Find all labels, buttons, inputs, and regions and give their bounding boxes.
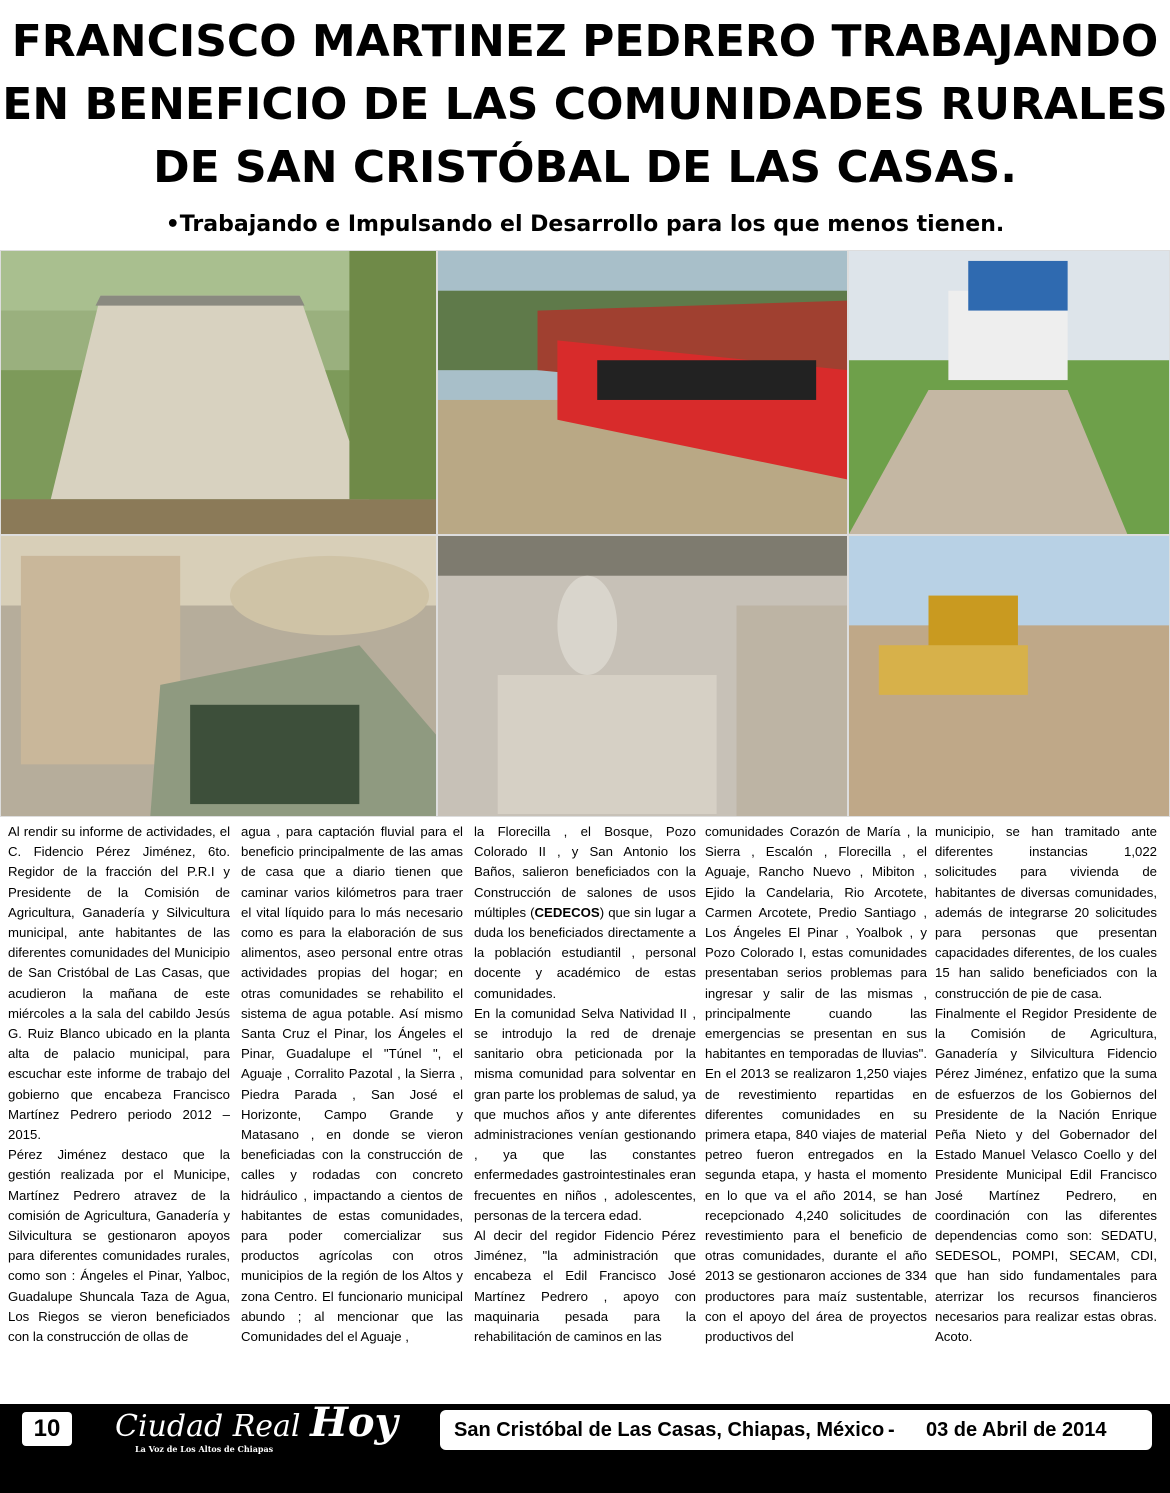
article-column-5: [935, 822, 1157, 1392]
footer-bar: [0, 1399, 1170, 1493]
cedecos-bold: CEDECOS: [534, 904, 600, 920]
article-column-1: [8, 822, 230, 1392]
headline-line-1: FRANCISCO MARTINEZ PEDRERO TRABAJANDO: [11, 16, 1159, 67]
column-3-paragraph-3: Al decir del regidor Fidencio Pérez Jiménez, "la administración que encabeza el Edil Francisco José Martínez Pedrero , apoyo con maquinaria pesada para la rehabilitación de caminos en las: [474, 1228, 696, 1345]
column-3-paragraph-2: En la comunidad Selva Natividad II , se introdujo la red de drenaje sanitario obra peticionada por la misma comunidad para solventar en gran parte los problemas de salud, ya que muchos años y ante diferentes administraciones venían gestionando , ya que las constantes enfermedades gastrointestinales eran frecuentes en niños , adolescentes, personas de la tercera edad.: [474, 1005, 696, 1223]
dateline-separator: -: [888, 1419, 895, 1441]
column-1-paragraph-2: Pérez Jiménez destaco que la gestión realizada por el Municipe, Martínez Pedrero atravez de la comisión de Agricultura, Ganadería y Silvicultura se gestionaron apoyos para diferentes comunidades rurales, como son : Ángeles el Pinar, Yalboc, Guadalupe Shuncala Taza de Agua, Los Riegos se vieron beneficiados con la construcción de ollas de: [8, 1147, 230, 1345]
article-column-2: [241, 822, 463, 1392]
concrete-water-tank-photo: [0, 535, 437, 817]
column-3-paragraph-1: [474, 822, 696, 1004]
dump-truck-road-photo: [848, 250, 1170, 535]
newspaper-logo: [115, 1399, 398, 1446]
logo-hoy: Hoy: [310, 1399, 398, 1446]
column-3-text-a: la Florecilla , el Bosque, Pozo Colorado II , y San Antonio los Baños, salieron beneficiados con la Construcción de salones de usos múltiples (: [474, 824, 696, 920]
logo-text: Ciudad Real: [115, 1409, 301, 1444]
column-3-text-b: ) que sin lugar a duda los beneficiados directamente a la población estudiantil , personal docente y académico de estas comunidades.: [474, 904, 696, 1001]
headline-line-2: EN BENEFICIO DE LAS COMUNIDADES RURALES: [2, 79, 1168, 130]
dateline-place: San Cristóbal de Las Casas, Chiapas, México: [454, 1419, 885, 1441]
page-number: 10: [22, 1412, 72, 1446]
dateline-box: [440, 1410, 1152, 1450]
column-4-paragraph-1: comunidades Corazón de María , la Sierra , Escalón , Florecilla , el Aguaje, Rancho Nuevo , Mibiton , Ejido la Candelaria, Rio Arcotete, Carmen Arcotete, Predio Santiago , Los Ángeles El Pinar , Yoalbok , y Pozo Colorado I, estas comunidades presentaban serios problemas para ingresar y salir de las mismas , principalmente cuando las emergencias se presentan en sus habitantes en temporadas de lluvias". En el 2013 se realizaron 1,250 viajes de revestimiento repartidas en diferentes comunidades en su primera etapa, 840 viajes de material petreo fueron entregados en la segunda etapa, y hasta el momento en lo que va el año 2014, se han recepcionado 4,240 solicitudes de revestimiento para el beneficio de otras comunidades, durante el año 2013 se gestionaron acciones de 334 productores para maíz sustentable, con el apoyo del área de proyectos productivos del: [705, 824, 927, 1345]
subheadline: •Trabajando e Impulsando el Desarrollo para los que menos tienen.: [165, 212, 1005, 237]
stone-water-tank-photo: [0, 250, 437, 535]
dateline-date: 03 de Abril de 2014: [926, 1419, 1107, 1441]
column-5-paragraph-1: municipio, se han tramitado ante diferentes instancias 1,022 solicitudes para vivienda de habitantes de diversas comunidades, además de integrarse 20 solicitudes para personas que presentan capacidades diferentes, de los cuales 15 han salido beneficiados con la construcción de pie de casa.: [935, 824, 1157, 1001]
column-2-paragraph-1: agua , para captación fluvial para el beneficio principalmente de las amas de casa que a diario tienen que caminar varios kilómetros para traer el vital líquido para lo más necesario como es para la elaboración de sus alimentos, aseo personal entre otras actividades propias del hogar; en otras comunidades se rehabilito el sistema de agua potable. Así mismo Santa Cruz el Pinar, los Ángeles el Pinar, Guadalupe el "Túnel ", el Aguaje , Corralito Pazotal , la Sierra , Piedra Parada , San José el Horizonte, Campo Grande y Matasano , en donde se vieron beneficiadas con la construcción de calles y rodadas con concreto hidráulico , impactando a cientos de habitantes de estas comunidades, para poder comercializar sus productos agrícolas con otros municipios de la región de los Altos y zona Centro. El funcionario municipal abundo ; al mencionar que las Comunidades del el Aguaje ,: [241, 824, 463, 1345]
bulldozer-photo: [848, 535, 1170, 817]
article-column-3: [474, 822, 696, 1392]
logo-tagline: La Voz de Los Altos de Chiapas: [135, 1444, 274, 1454]
red-building-construction-photo: [437, 250, 848, 535]
article-column-4: [705, 822, 927, 1392]
headline-line-3: DE SAN CRISTÓBAL DE LAS CASAS.: [153, 142, 1017, 193]
column-1-paragraph-1: Al rendir su informe de actividades, el C. Fidencio Pérez Jiménez, 6to. Regidor de la fracción del P.R.I y Presidente de la Comisión de Agricultura, Ganadería y Silvicultura municipal, ante habitantes de las diferentes comunidades del Municipio de San Cristóbal de Las Casas, que acudieron la mañana de este miércoles a la sala del cabildo Jesús G. Ruiz Blanco ubicado en la planta alta de palacio municipal, para escuchar este informe de trabajo del gobierno que encabeza Francisco Martínez Pedrero periodo 2012 – 2015.: [8, 824, 230, 1143]
headline: [0, 10, 1170, 199]
column-5-paragraph-2: Finalmente el Regidor Presidente de la Comisión de Agricultura, Ganadería y Silvicultura Fidencio Pérez Jiménez, enfatizo que la suma de esfuerzos de los Gobiernos del Presidente de la Nación Enrique Peña Nieto y del Gobernador del Estado Manuel Velasco Coello y del Presidente Municipal Edil Francisco José Martínez Pedrero, en coordinación con las diferentes dependencias como son: SEDATU, SEDESOL, POMPI, SECAM, CDI, que han sido fundamentales para aterrizar los recursos financieros necesarios para realizar estas obras. Acoto.: [935, 1005, 1157, 1345]
workers-rocks-photo: [437, 535, 848, 817]
